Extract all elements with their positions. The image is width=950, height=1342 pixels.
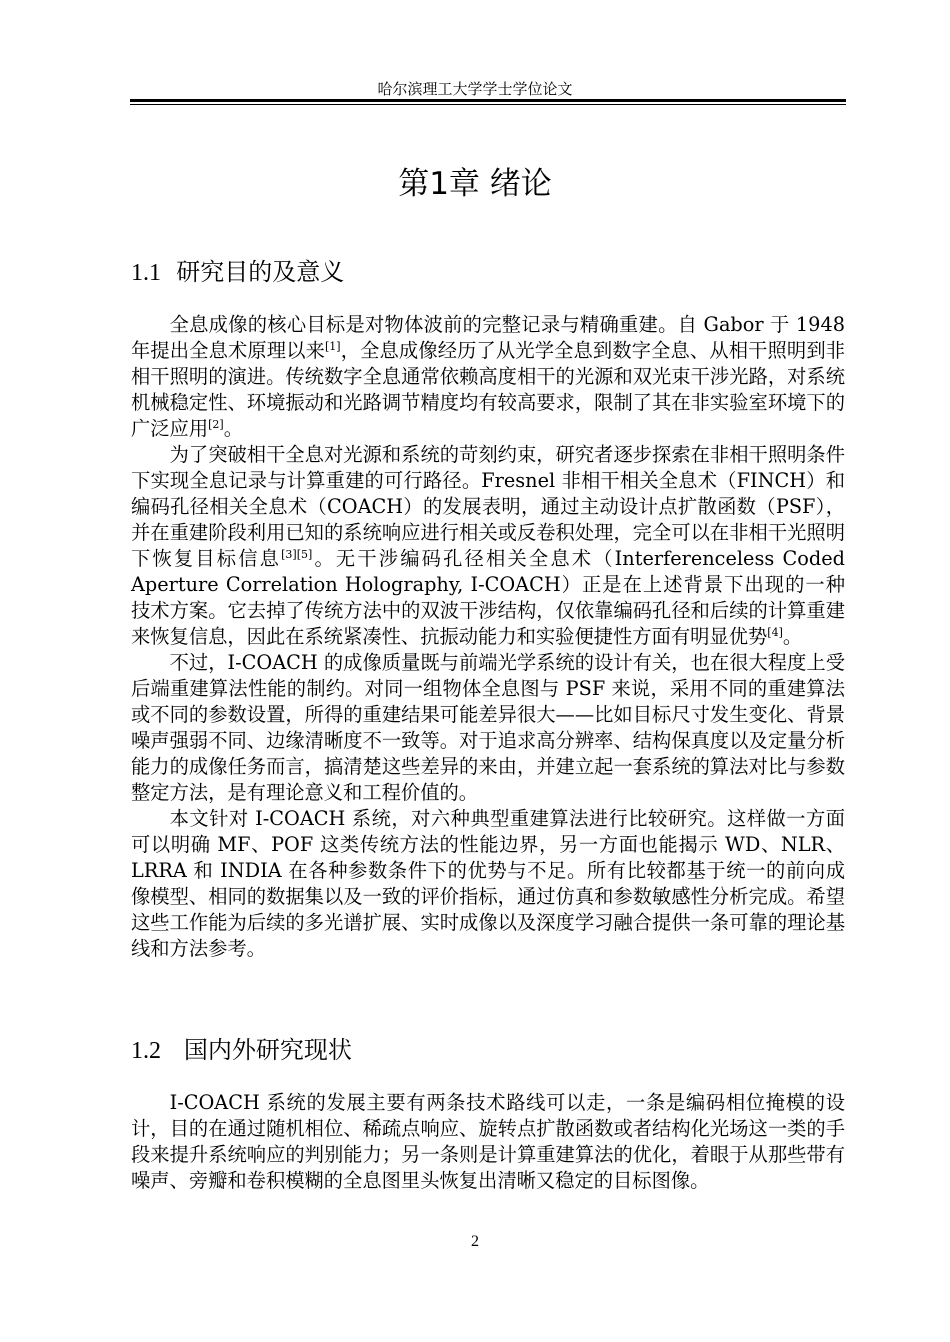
- citation: [4]: [767, 626, 783, 639]
- section-title: 研究目的及意义: [176, 258, 345, 286]
- paragraph: I-COACH 系统的发展主要有两条技术路线可以走，一条是编码相位掩模的设计，目的在通过随机相位、稀疏点响应、旋转点扩散函数或者结构化光场这一类的手段来提升系统响应的判别能力；另一条则是计算重建算法的优化，着眼于从那些带有噪声、旁瓣和卷积模糊的全息图里头恢复出清晰又稳定的目标图像。: [131, 1091, 845, 1192]
- section-title: 国内外研究现状: [183, 1036, 352, 1064]
- citation: [3][5]: [281, 548, 313, 561]
- citation: [2]: [208, 418, 224, 431]
- page-number: 2: [471, 1233, 479, 1250]
- citation: [1]: [325, 340, 341, 353]
- paragraph: 不过，I-COACH 的成像质量既与前端光学系统的设计有关，也在很大程度上受后端重建算法性能的制约。对同一组物体全息图与 PSF 来说，采用不同的重建算法或不同的参数设置，所得的重建结果可能差异很大——比如目标尺寸发生变化、背景噪声强弱不同、边缘清晰度不一致等。对于追求高分辨率、结构保真度以及定量分析能力的成像任务而言，搞清楚这些差异的来由，并建立起一套系统的算法对比与参数整定方法，是有理论意义和工程价值的。: [131, 651, 845, 804]
- section-number: 1.1: [131, 260, 161, 286]
- chapter-title: 第1章 绪论: [398, 166, 552, 202]
- section-heading-1-1: [131, 252, 344, 287]
- paragraph: 全息成像的核心目标是对物体波前的完整记录与精确重建。自 Gabor 于 1948 年提出全息术原理以来[1]，全息成像经历了从光学全息到数字全息、从相干照明到非相干照明的演进。传统数字全息通常依赖高度相干的光源和双光束干涉光路，对系统机械稳定性、环境振动和光路调节精度均有较高要求，限制了其在非实验室环境下的广泛应用[2]。: [131, 313, 846, 440]
- section-1-1-body: [131, 312, 845, 962]
- paragraph: 为了突破相干全息对光源和系统的苛刻约束，研究者逐步探索在非相干照明条件下实现全息记录与计算重建的可行路径。Fresnel 非相干相关全息术（FINCH）和编码孔径相关全息术（COACH）的发展表明，通过主动设计点扩散函数（PSF），并在重建阶段利用已知的系统响应进行相关或反卷积处理，完全可以在非相干光照明下恢复目标信息[3][5]。无干涉编码孔径相关全息术（Interferenceless Coded Aperture Correlation Holography, I-COACH）正是在上述背景下出现的一种技术方案。它去掉了传统方法中的双波干涉结构，仅依靠编码孔径和后续的计算重建来恢复信息，因此在系统紧凑性、抗振动能力和实验便捷性方面有明显优势[4]。: [131, 443, 845, 648]
- header-rule-thick: [130, 99, 846, 102]
- section-1-2-body: [131, 1090, 845, 1194]
- running-header: 哈尔滨理工大学学士学位论文: [377, 80, 573, 98]
- section-number: 1.2: [131, 1038, 161, 1064]
- header-rule-thin: [130, 104, 846, 105]
- paragraph: 本文针对 I-COACH 系统，对六种典型重建算法进行比较研究。这样做一方面可以明确 MF、POF 这类传统方法的性能边界，另一方面也能揭示 WD、NLR、LRRA 和 INDIA 在各种参数条件下的优势与不足。所有比较都基于统一的前向成像模型、相同的数据集以及一致的评价指标，通过仿真和参数敏感性分析完成。希望这些工作能为后续的多光谱扩展、实时成像以及深度学习融合提供一条可靠的理论基线和方法参考。: [131, 807, 845, 960]
- section-heading-1-2: [131, 1030, 352, 1065]
